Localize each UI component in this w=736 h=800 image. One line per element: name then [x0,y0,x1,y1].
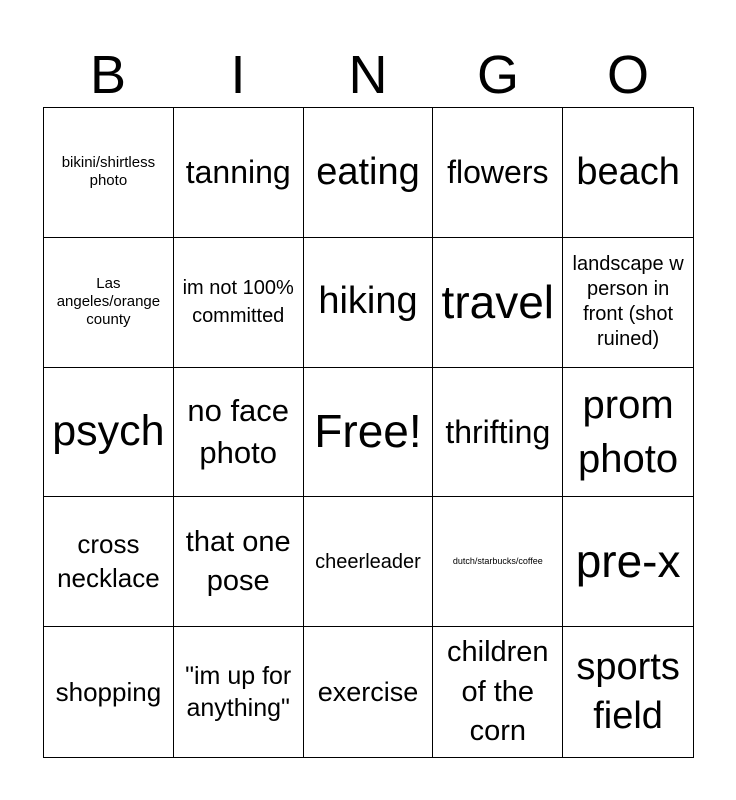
cell-text: hiking [318,280,418,323]
cell-text: flowers [447,154,549,191]
header-letter-n: N [348,45,388,105]
bingo-cell[interactable] [174,238,304,368]
bingo-cell[interactable] [433,627,563,757]
cell-text: thrifting [445,413,551,450]
cell-text: psych [52,407,165,456]
bingo-cell[interactable] [433,368,563,498]
cell-text: cheerleader [315,550,421,573]
cell-text: children of the corn [447,636,549,747]
cell-text: sports field [576,645,680,738]
cell-text: bikini/shirtless photo [61,154,156,190]
bingo-cell[interactable] [433,238,563,368]
cell-text: landscape w person in front (shot ruined) [572,253,684,351]
bingo-cell[interactable] [304,497,434,627]
bingo-cell free-space[interactable] [304,368,434,498]
cell-text: eating [316,150,420,193]
bingo-board [43,107,694,758]
bingo-header [43,42,693,108]
bingo-cell[interactable] [44,627,174,757]
bingo-cell[interactable] [433,108,563,238]
bingo-cell[interactable] [304,108,434,238]
bingo-cell[interactable] [44,108,174,238]
header-letter-b: B [89,45,127,105]
bingo-cell[interactable] [174,627,304,757]
bingo-cell[interactable] [563,627,693,757]
bingo-cell[interactable] [174,497,304,627]
cell-text: dutch/starbucks/coffee [452,556,543,567]
cell-text: that one pose [185,525,291,597]
bingo-cell[interactable] [563,108,693,238]
bingo-cell[interactable] [44,368,174,498]
cell-text: Las angeles/orange county [56,275,161,329]
cell-text: cross necklace [57,528,160,593]
bingo-cell[interactable] [174,108,304,238]
bingo-cell[interactable] [174,368,304,498]
cell-text: travel [441,275,555,328]
bingo-cell[interactable] [304,627,434,757]
cell-text: exercise [317,676,419,707]
cell-text: shopping [55,676,162,707]
cell-text: tanning [185,154,291,191]
cell-text: beach [576,150,680,193]
cell-text: prom photo [578,382,679,481]
header-letter-o: O [606,45,649,105]
bingo-cell[interactable] [433,497,563,627]
cell-text: no face photo [187,393,290,470]
cell-text: Free! [314,405,422,458]
cell-text: "im up for anything" [185,661,292,723]
bingo-cell[interactable] [44,497,174,627]
bingo-cell[interactable] [304,238,434,368]
bingo-cell[interactable] [44,238,174,368]
bingo-cell[interactable] [563,368,693,498]
bingo-cell[interactable] [563,497,693,627]
cell-text: pre-x [575,535,681,588]
header-letter-i: I [230,45,246,105]
header-letter-g: G [476,45,519,105]
cell-text: im not 100% committed [182,277,294,328]
bingo-cell[interactable] [563,238,693,368]
